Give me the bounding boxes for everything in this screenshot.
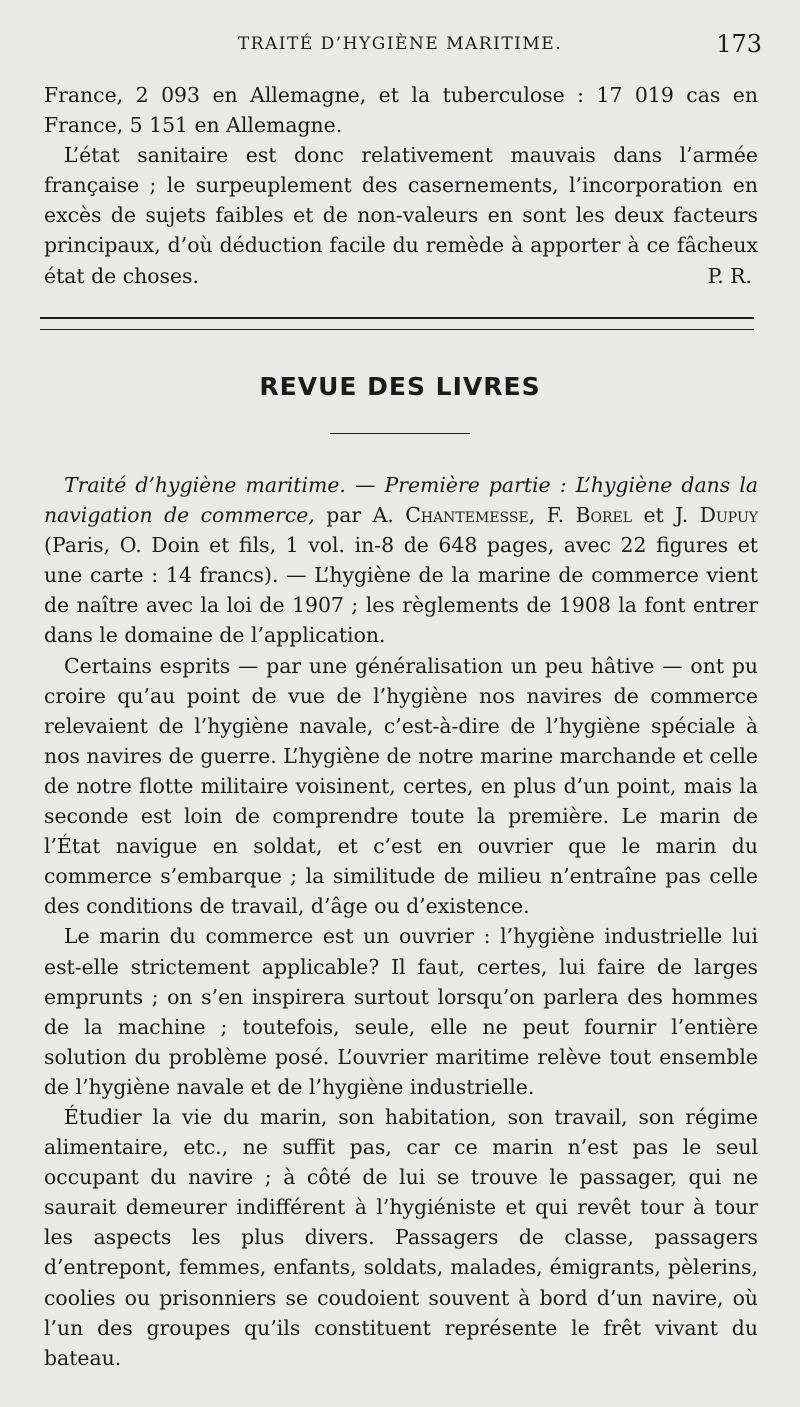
review-paragraph-1 [44,470,758,651]
author-dupuy: Dupuy [699,503,759,528]
section-title: REVUE DES LIVRES [259,372,541,401]
author-sep-2: et J. [632,503,700,528]
publication-info: (Paris, O. Doin et fils, 1 vol. in-8 de 648 pages, avec 22 figures et une carte : 14 francs). — L’hygiène de la marine de commerce vient de naître avec la loi de 1907 ; les règlements de 1908 la font entrer dans le domaine de l’application. [44,533,758,648]
running-title: TRAITÉ D’HYGIÈNE MARITIME. [237,34,563,54]
conclusion-text: L’état sanitaire est donc relativement mauvais dans l’armée française ; le surpeuplement des casernements, l’incorporation en excès de sujets faibles et de non-valeurs en sont les deux facteurs principaux, d’où déduction facile du remède à apporter à ce fâcheux état de choses. [44,143,758,288]
page-number: 173 [716,30,762,58]
review-paragraph-2: Certains esprits — par une généralisation un peu hâtive — ont pu croire qu’au point de vue de l’hygiène nos navires de commerce relevaient de l’hygiène navale, c’est-à-dire de l’hygiène spéciale à nos navires de guerre. L’hygiène de notre marine marchande et celle de notre flotte militaire voisinent, certes, en plus d’un point, mais la seconde est loin de comprendre toute la première. Le marin de l’État navigue en soldat, et c’est en ouvrier que le marin du commerce s’embarque ; la similitude de milieu n’entraîne pas celle des conditions de travail, d’âge ou d’existence. [44,653,758,919]
running-head [0,30,800,64]
continued-paragraph: France, 2 093 en Allemagne, et la tuberculose : 17 019 cas en France, 5 151 en Allemagne. [44,83,758,138]
title-underline [330,433,470,434]
review-paragraph-4: Étudier la vie du marin, son habitation, son travail, son régime alimentaire, etc., ne suffit pas, car ce marin n’est pas le seul occupant du navire ; à côté de lui se trouve le passager, qui ne saurait demeurer indifférent à l’hygiéniste et qui revêt tour à tour les aspects les plus divers. Passagers de classe, passagers d’entrepont, femmes, enfants, soldats, malades, émigrants, pèlerins, coolies ou prisonniers se coudoient souvent à bord d’un navire, où l’un des groupes qu’ils constituent représente le frêt vivant du bateau. [44,1104,758,1370]
signature: P. R. [707,263,752,288]
review-paragraph-3: Le marin du commerce est un ouvrier : l’hygiène industrielle lui est-elle strictement applicable? Il faut, certes, lui faire de larges emprunts ; on s’en inspirera surtout lorsqu’on parlera des hommes de la machine ; toutefois, seule, elle ne peut fournir l’entière solution du problème posé. L’ouvrier maritime relève tout ensemble de l’hygiène navale et de l’hygiène industrielle. [44,924,758,1099]
review-text [44,470,758,1373]
dash: — [345,473,385,497]
book-title: Traité d’hygiène maritime. [64,473,346,497]
author-chantemesse: Chantemesse [405,503,529,528]
book-part: Première partie : L’hygiène dans la navigation de commerce, [44,473,759,528]
par-text: par A. [314,503,406,528]
author-sep-1: , F. [528,503,576,528]
conclusion-paragraph [44,140,758,290]
double-rule-divider [40,317,754,330]
top-text [44,80,758,291]
author-borel: Borel [575,503,633,528]
